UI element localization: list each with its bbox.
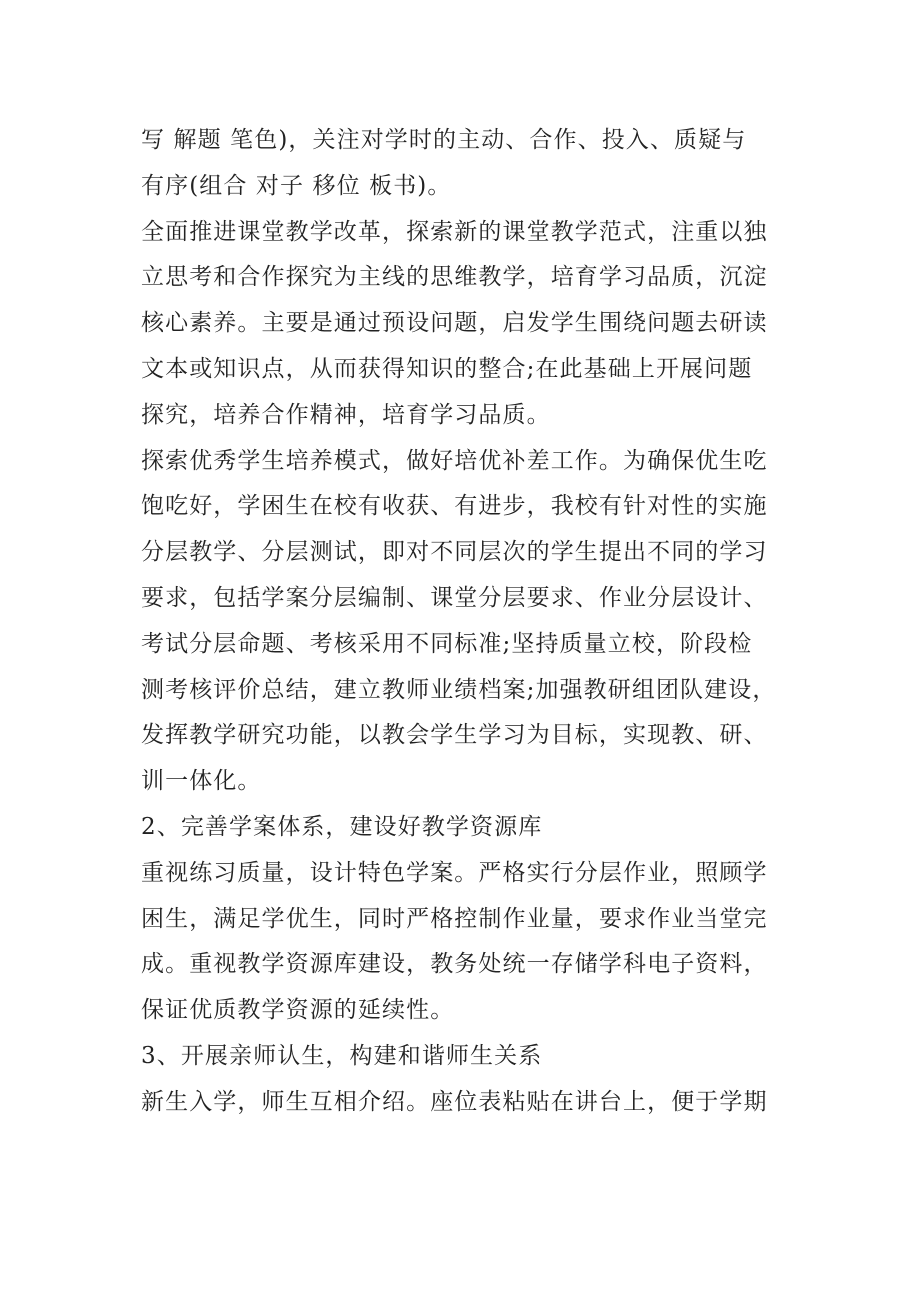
text-line: 测考核评价总结，建立教师业绩档案;加强教研组团队建设， <box>141 676 777 703</box>
text-line: 保证优质教学资源的延续性。 <box>141 997 455 1024</box>
text-line: 成。重视教学资源库建设，教务处统一存储学科电子资料， <box>141 951 768 978</box>
text-line: 困生，满足学优生，同时严格控制作业量，要求作业当堂完 <box>141 905 768 932</box>
section-heading: 3、开展亲师认生，构建和谐师生关系 <box>141 1042 543 1069</box>
section-heading: 2、完善学案体系，建设好教学资源库 <box>141 813 543 840</box>
text-line: 文本或知识点，从而获得知识的整合;在此基础上开展问题 <box>141 355 753 382</box>
text-line: 发挥教学研究功能，以教会学生学习为目标，实现教、研、 <box>141 722 768 749</box>
document-body <box>141 118 801 1126</box>
text-line: 探索优秀学生培养模式，做好培优补差工作。为确保优生吃 <box>141 447 768 474</box>
text-line: 分层教学、分层测试，即对不同层次的学生提出不同的学习 <box>141 539 768 566</box>
text-line: 写 解题 笔色)，关注对学时的主动、合作、投入、质疑与 <box>141 127 747 153</box>
text-line: 探究，培养合作精神，培育学习品质。 <box>141 401 551 428</box>
text-line: 重视练习质量，设计特色学案。严格实行分层作业，照顾学 <box>141 859 768 886</box>
text-line: 考试分层命题、考核采用不同标准;坚持质量立校，阶段检 <box>141 630 753 657</box>
text-line: 饱吃好，学困生在校有收获、有进步，我校有针对性的实施 <box>141 493 768 520</box>
text-line: 要求，包括学案分层编制、课堂分层要求、作业分层设计、 <box>141 584 768 611</box>
text-line: 有序(组合 对子 移位 板书)。 <box>141 172 452 199</box>
text-line: 全面推进课堂教学改革，探索新的课堂教学范式，注重以独 <box>141 218 768 245</box>
text-line: 训一体化。 <box>141 768 262 795</box>
text-line: 立思考和合作探究为主线的思维教学，培育学习品质，沉淀 <box>141 264 768 291</box>
text-line: 核心素养。主要是通过预设问题，启发学生围绕问题去研读 <box>141 310 768 337</box>
text-line: 新生入学，师生互相介绍。座位表粘贴在讲台上，便于学期 <box>141 1088 768 1115</box>
